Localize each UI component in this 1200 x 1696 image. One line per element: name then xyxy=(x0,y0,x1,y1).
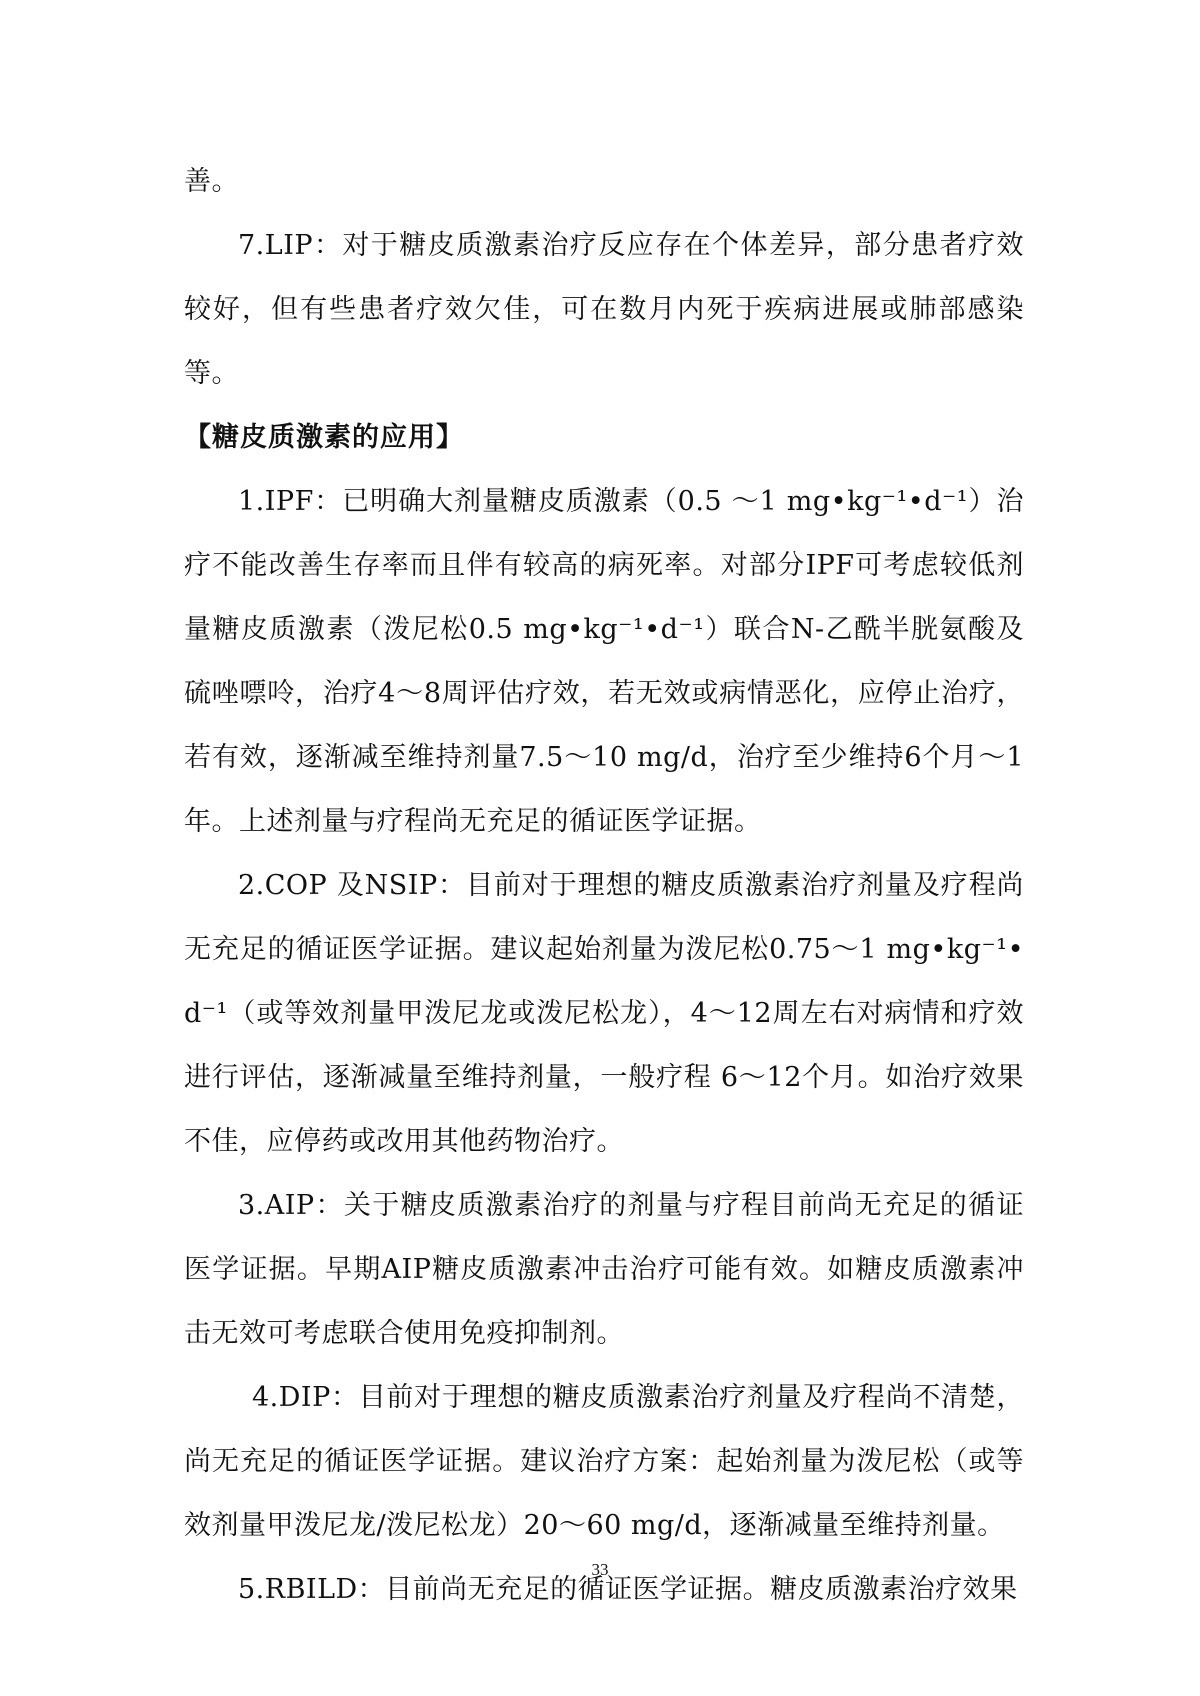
page-number: 33 xyxy=(591,1560,609,1579)
page-body xyxy=(184,150,1024,1622)
paragraph-rbild: 5.RBILD：目前尚无充足的循证医学证据。糖皮质激素治疗效果 xyxy=(238,1574,1018,1605)
paragraph-cop-nsip: 2.COP 及NSIP：目前对于理想的糖皮质激素治疗剂量及疗程尚无充足的循证医学证据。建议起始剂量为泼尼松0.75～1 mg•kg⁻¹•d⁻¹（或等效剂量甲泼尼龙或泼尼松龙），4～12周左右对病情和疗效进行评估，逐渐减量至维持剂量，一般疗程 6～12个月。如治疗效果不佳，应停药或改用其他药物治疗。 xyxy=(184,870,1024,1157)
paragraph-lip: 7.LIP：对于糖皮质激素治疗反应存在个体差异，部分患者疗效较好，但有些患者疗效欠佳，可在数月内死于疾病进展或肺部感染等。 xyxy=(184,230,1024,389)
paragraph-aip: 3.AIP：关于糖皮质激素治疗的剂量与疗程目前尚无充足的循证医学证据。早期AIP糖皮质激素冲击治疗可能有效。如糖皮质激素冲击无效可考虑联合使用免疫抑制剂。 xyxy=(184,1190,1024,1349)
paragraph-continuation: 善。 xyxy=(184,166,239,197)
section-heading: 【糖皮质激素的应用】 xyxy=(184,422,464,453)
paragraph-ipf: 1.IPF：已明确大剂量糖皮质激素（0.5 ～1 mg•kg⁻¹•d⁻¹）治疗不能改善生存率而且伴有较高的病死率。对部分IPF可考虑较低剂量糖皮质激素（泼尼松0.5 mg•kg⁻¹•d⁻¹）联合N-乙酰半胱氨酸及硫唑嘌呤，治疗4～8周评估疗效，若无效或病情恶化，应停止治疗，若有效，逐渐减至维持剂量7.5～10 mg/d，治疗至少维持6个月～1年。上述剂量与疗程尚无充足的循证医学证据。 xyxy=(184,486,1024,837)
paragraph-dip: 4.DIP：目前对于理想的糖皮质激素治疗剂量及疗程尚不清楚，尚无充足的循证医学证据。建议治疗方案：起始剂量为泼尼松（或等效剂量甲泼尼龙/泼尼松龙）20～60 mg/d，逐渐减量至维持剂量。 xyxy=(184,1382,1024,1541)
